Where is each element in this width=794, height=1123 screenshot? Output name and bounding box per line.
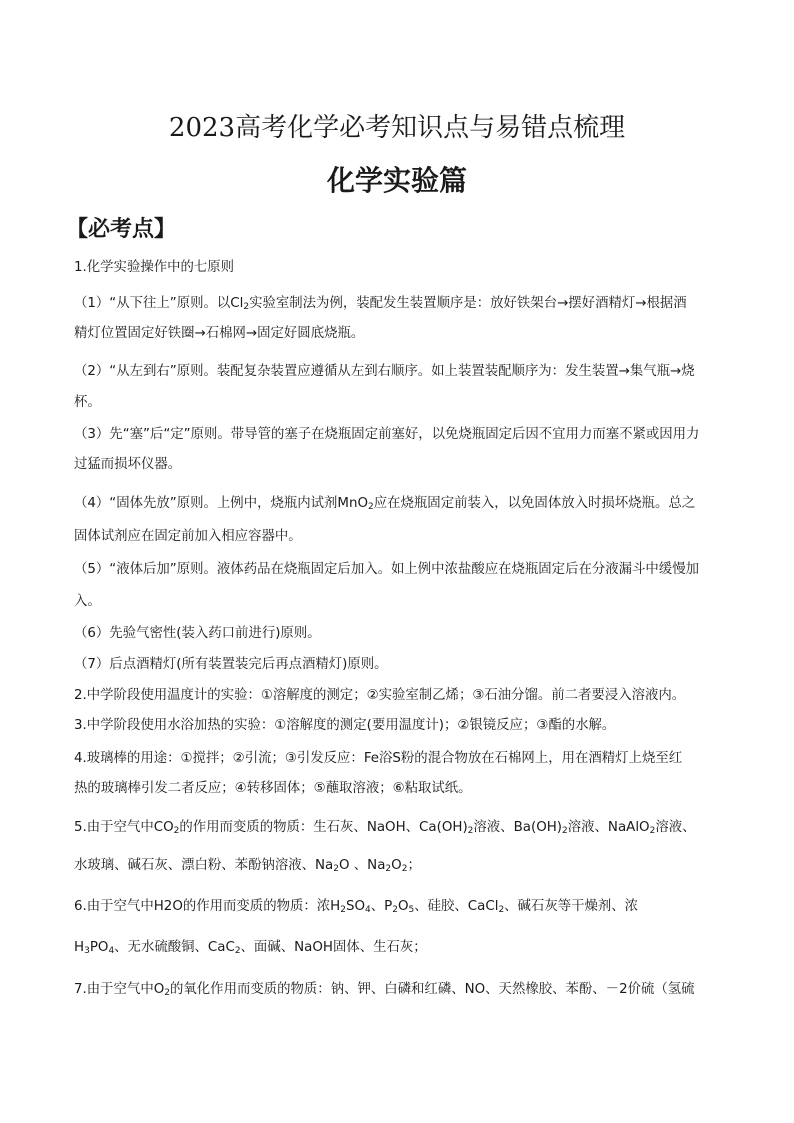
- subscript: 4: [108, 946, 115, 956]
- paragraph-line-16: 4.玻璃棒的用途：①搅拌；②引流；③引发反应：Fe浴S粉的混合物放在石棉网上，用在酒精灯上烧至红: [74, 751, 683, 766]
- subscript: 2: [173, 826, 180, 836]
- line-text: O: [397, 899, 409, 914]
- paragraph-line-8: [74, 494, 734, 514]
- line-text: 7.由于空气中O: [74, 982, 165, 997]
- line-text: 、P: [370, 899, 393, 914]
- line-text: （1）“从下往上”原则。以Cl: [74, 296, 244, 311]
- subscript: 2: [392, 905, 398, 915]
- subscript: 2: [385, 864, 392, 874]
- line-text: H: [74, 940, 85, 955]
- subscript: 2: [498, 905, 505, 915]
- line-text: 溶液、NaAlO: [567, 820, 650, 835]
- paragraph-line-13: （7）后点酒精灯(所有装置装完后再点酒精灯)原则。: [74, 657, 388, 672]
- line-text: 溶液、: [655, 820, 696, 835]
- paragraph-line-17: 热的玻璃棒引发二者反应；④转移固体；⑤蘸取溶液；⑥粘取试纸。: [74, 781, 472, 796]
- subscript: 4: [365, 905, 371, 915]
- subscript: 2: [368, 502, 374, 512]
- line-text: 、面碱、NaOH固体、生石灰；: [240, 940, 427, 955]
- subscript: 2: [243, 302, 250, 312]
- line-text: O: [391, 858, 402, 873]
- subscript: 2: [340, 905, 346, 915]
- subscript: 5: [408, 905, 415, 915]
- line-text: 、无水硫酸铜、CaC: [114, 940, 235, 955]
- paragraph-line-9: 固体试剂应在固定前加入相应容器中。: [74, 529, 302, 544]
- line-text: 应在烧瓶固定前装入，以免固体放入时损坏烧瓶。总之: [373, 496, 696, 511]
- paragraph-line-19: [74, 856, 734, 876]
- subscript: 2: [234, 946, 241, 956]
- subscript: 3: [84, 946, 90, 956]
- paragraph-line-1: 1.化学实验操作中的七原则: [74, 260, 235, 275]
- paragraph-line-22: [74, 980, 734, 1000]
- paragraph-line-20: [74, 897, 734, 917]
- paragraph-line-18: [74, 818, 734, 838]
- paragraph-line-15: 3.中学阶段使用水浴加热的实验：①溶解度的测定(要用温度计)；②银镜反应；③酯的水解。: [74, 718, 616, 733]
- line-text: 、硅胶、CaCl: [414, 899, 499, 914]
- paragraph-line-11: 入。: [74, 594, 101, 609]
- document-title: 2023高考化学必考知识点与易错点梳理: [168, 113, 626, 143]
- subscript: 2: [401, 864, 408, 874]
- paragraph-line-4: （2）“从左到右”原则。装配复杂装置应遵循从左到右顺序。如上装置装配顺序为：发生装置→集气瓶→烧: [74, 364, 695, 379]
- line-text: 的作用而变质的物质：生石灰、NaOH、Ca(OH): [179, 820, 468, 835]
- paragraph-line-14: 2.中学阶段使用温度计的实验：①溶解度的测定；②实验室制乙烯；③石油分馏。前二者要浸入溶液内。: [74, 688, 686, 703]
- paragraph-line-5: 杯。: [74, 395, 101, 410]
- section-heading: 【必考点】: [66, 217, 177, 242]
- subscript: 2: [562, 826, 568, 836]
- paragraph-line-6: （3）先“塞”后“定”原则。带导管的塞子在烧瓶固定前塞好，以免烧瓶固定后因不宜用力而塞不紧或因用力: [74, 427, 700, 442]
- paragraph-line-21: [74, 938, 734, 958]
- subscript: 2: [164, 988, 171, 998]
- paragraph-line-2: [74, 294, 734, 314]
- subscript: 2: [649, 826, 656, 836]
- document-subtitle: 化学实验篇: [326, 164, 467, 197]
- line-text: PO: [89, 940, 109, 955]
- line-text: 、碱石灰等干燥剂、浓: [504, 899, 639, 914]
- line-text: 的氧化作用而变质的物质：钠、钾、白磷和红磷、NO、天然橡胶、苯酚、－2价硫（氢硫: [170, 982, 695, 997]
- paragraph-line-10: （5）“液体后加”原则。液体药品在烧瓶固定后加入。如上例中浓盐酸应在烧瓶固定后在分液漏斗中缓慢加: [74, 562, 699, 577]
- subscript: 2: [467, 826, 474, 836]
- line-text: （4）“固体先放”原则。上例中，烧瓶内试剂MnO: [74, 496, 369, 511]
- line-text: 5.由于空气中CO: [74, 820, 174, 835]
- paragraph-line-7: 过猛而损坏仪器。: [74, 457, 182, 472]
- line-text: 实验室制法为例，装配发生装置顺序是：放好铁架台→摆好酒精灯→根据酒: [249, 296, 687, 311]
- subscript: 2: [333, 864, 339, 874]
- line-text: ；: [407, 858, 421, 873]
- line-text: 溶液、Ba(OH): [473, 820, 563, 835]
- paragraph-line-12: （6）先验气密性(装入药口前进行)原则。: [74, 626, 321, 641]
- paragraph-line-3: 精灯位置固定好铁圈→石棉网→固定好圆底烧瓶。: [74, 326, 365, 341]
- line-text: SO: [345, 899, 366, 914]
- line-text: 水玻璃、碱石灰、漂白粉、苯酚钠溶液、Na: [74, 858, 334, 873]
- line-text: 6.由于空气中H2O的作用而变质的物质：浓H: [74, 899, 341, 914]
- line-text: O 、Na: [339, 858, 386, 873]
